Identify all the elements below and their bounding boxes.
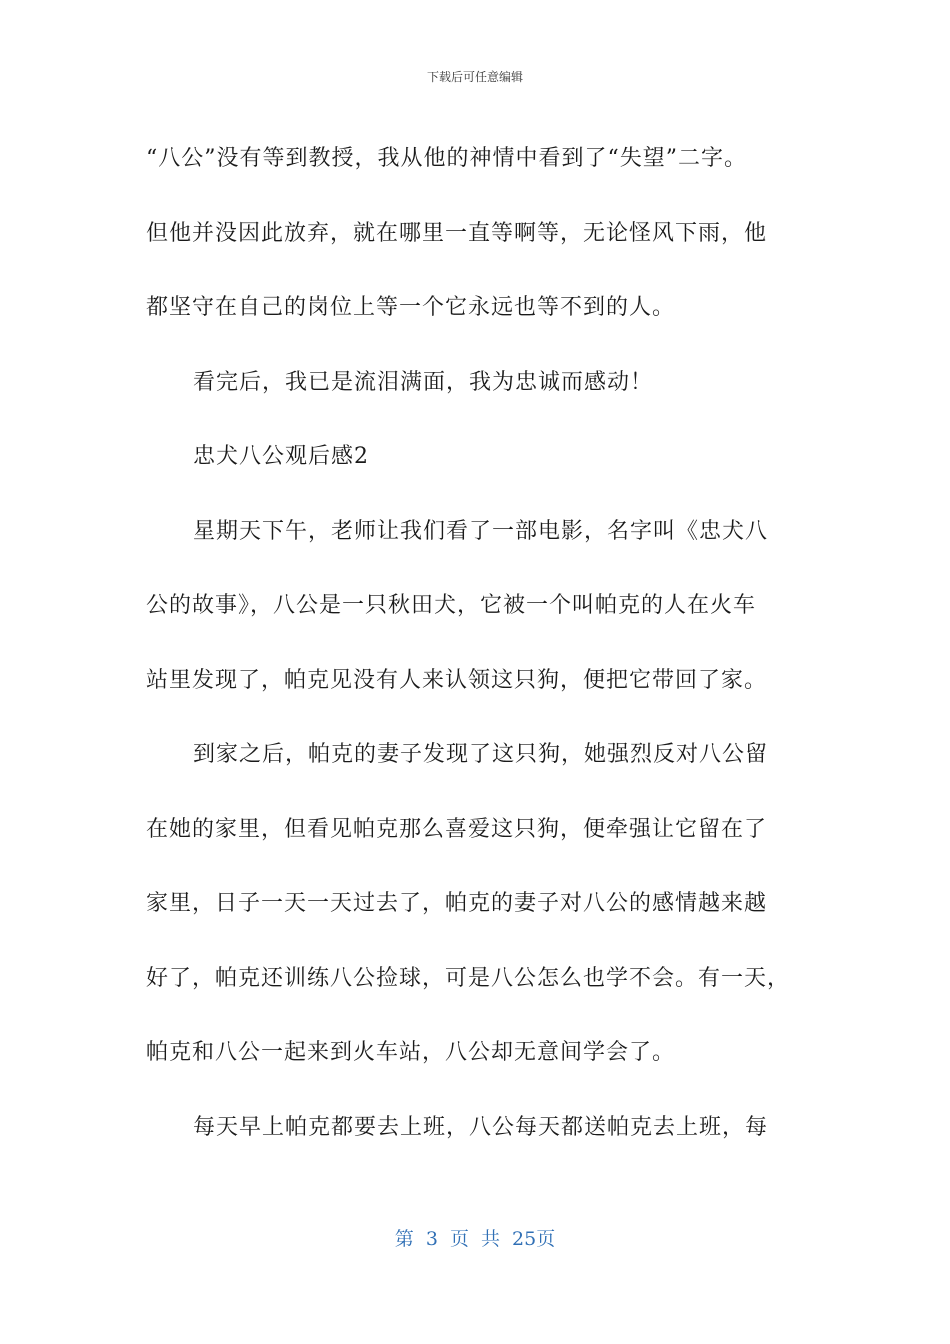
text-line: 家里，日子一天一天过去了，帕克的妻子对八公的感情越来越 xyxy=(146,891,768,916)
text-line: 帕克和八公一起来到火车站，八公却无意间学会了。 xyxy=(146,1040,676,1065)
header-note: 下载后可任意编辑 xyxy=(426,70,523,84)
text-line: 但他并没因此放弃，就在哪里一直等啊等，无论怪风下雨，他 xyxy=(146,220,768,246)
text-line: 都坚守在自己的岗位上等一个它永远也等不到的人。 xyxy=(146,295,676,320)
text-line: 看完后，我已是流泪满面，我为忠诚而感动！ xyxy=(193,369,654,395)
text-line: “八公”没有等到教授，我从他的神情中看到了“失望”二字。 xyxy=(146,146,747,171)
text-line: 星期天下午，老师让我们看了一部电影，名字叫《忠犬八 xyxy=(193,518,769,544)
document-body xyxy=(146,122,826,1165)
text-line: 到家之后，帕克的妻子发现了这只狗，她强烈反对八公留 xyxy=(193,742,769,767)
text-line: 在她的家里，但看见帕克那么喜爱这只狗，便牵强让它留在了 xyxy=(146,816,768,842)
text-line: 站里发现了，帕克见没有人来认领这只狗，便把它带回了家。 xyxy=(146,667,768,693)
text-line: 好了，帕克还训练八公捡球，可是八公怎么也学不会。有一天， xyxy=(146,965,791,991)
section-title: 忠犬八公观后感2 xyxy=(193,444,369,469)
page-number: 第 3 页 共 25页 xyxy=(394,1228,556,1250)
text-line: 每天早上帕克都要去上班，八公每天都送帕克去上班，每 xyxy=(193,1114,769,1140)
text-line: 公的故事》，八公是一只秋田犬，它被一个叫帕克的人在火车 xyxy=(146,593,757,618)
